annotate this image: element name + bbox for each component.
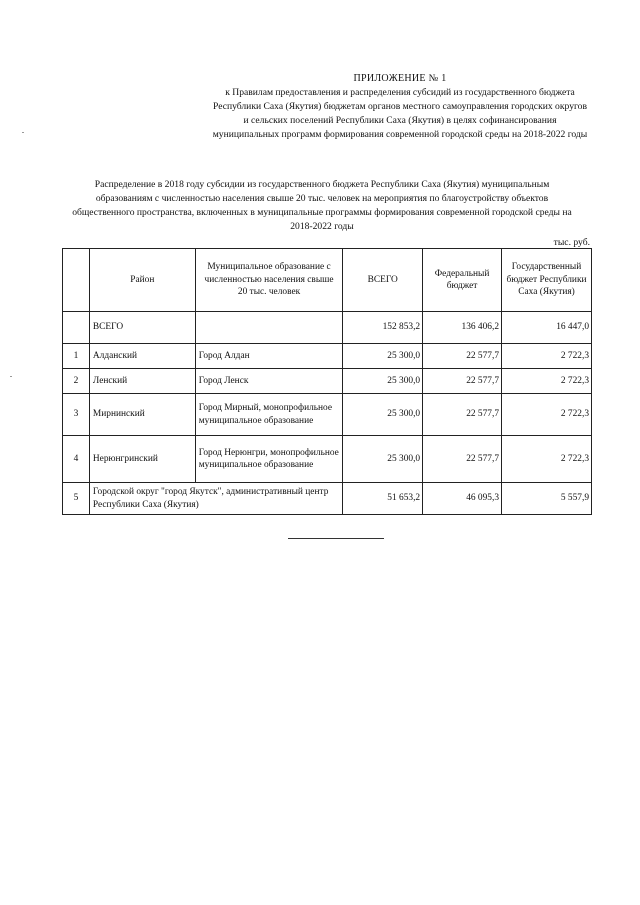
row-district: Ленский bbox=[89, 369, 195, 394]
row-total: 25 300,0 bbox=[343, 394, 423, 436]
row-num: 3 bbox=[63, 394, 90, 436]
header-district: Район bbox=[89, 249, 195, 312]
row-state: 2 722,3 bbox=[502, 436, 592, 483]
total-num-cell bbox=[63, 312, 90, 344]
row-state: 5 557,9 bbox=[502, 483, 592, 515]
row-municipality: Город Алдан bbox=[195, 344, 343, 369]
scan-speck bbox=[10, 376, 12, 377]
header-num bbox=[63, 249, 90, 312]
row-municipality: Город Мирный, монопрофильное муниципальное образование bbox=[195, 394, 343, 436]
appendix-line-1: к Правилам предоставления и распределения субсидий из государственного бюджета bbox=[225, 87, 575, 98]
row-municipality-merged: Городской округ "город Якутск", административный центр Республики Саха (Якутия) bbox=[89, 483, 342, 515]
row-total: 51 653,2 bbox=[343, 483, 423, 515]
table-header-row bbox=[63, 249, 592, 312]
total-federal: 136 406,2 bbox=[423, 312, 502, 344]
appendix-block bbox=[190, 72, 610, 142]
header-total: ВСЕГО bbox=[343, 249, 423, 312]
row-total: 25 300,0 bbox=[343, 344, 423, 369]
row-num: 4 bbox=[63, 436, 90, 483]
table-row-yakutsk bbox=[63, 483, 592, 515]
header-municipality: Муниципальное образование с численностью населения свыше 20 тыс. человек bbox=[195, 249, 343, 312]
appendix-title: ПРИЛОЖЕНИЕ № 1 bbox=[353, 73, 447, 84]
row-federal: 22 577,7 bbox=[423, 436, 502, 483]
row-total: 25 300,0 bbox=[343, 436, 423, 483]
row-district: Алданский bbox=[89, 344, 195, 369]
heading-line-3: общественного пространства, включенных в муниципальные программы формирования современной городской среды на bbox=[72, 207, 572, 218]
subsidy-table bbox=[62, 248, 592, 515]
units-label: тыс. руб. bbox=[553, 237, 590, 248]
appendix-line-4: муниципальных программ формирования современной городской среды на 2018-2022 годы bbox=[212, 129, 588, 140]
row-state: 2 722,3 bbox=[502, 369, 592, 394]
scan-speck bbox=[22, 132, 24, 133]
table-row bbox=[63, 394, 592, 436]
row-num: 5 bbox=[63, 483, 90, 515]
total-state: 16 447,0 bbox=[502, 312, 592, 344]
table-row bbox=[63, 344, 592, 369]
row-federal: 46 095,3 bbox=[423, 483, 502, 515]
row-total: 25 300,0 bbox=[343, 369, 423, 394]
row-district: Нерюнгринский bbox=[89, 436, 195, 483]
row-federal: 22 577,7 bbox=[423, 344, 502, 369]
heading-line-2: образованиям с численностью населения свыше 20 тыс. человек на мероприятия по благоустройству объектов bbox=[95, 193, 549, 204]
table-row bbox=[63, 369, 592, 394]
header-state: Государственный бюджет Республики Саха (Якутия) bbox=[502, 249, 592, 312]
heading-line-1: Распределение в 2018 году субсидии из государственного бюджета Республики Саха (Якутия) муниципальным bbox=[94, 179, 550, 190]
row-federal: 22 577,7 bbox=[423, 394, 502, 436]
header-federal: Федеральный бюджет bbox=[423, 249, 502, 312]
table-row bbox=[63, 436, 592, 483]
closing-separator-line bbox=[288, 538, 384, 539]
appendix-line-2: Республики Саха (Якутия) бюджетам органов местного самоуправления городских округов bbox=[212, 101, 588, 112]
appendix-line-3: и сельских поселений Республики Саха (Якутия) в целях софинансирования bbox=[243, 115, 557, 126]
row-state: 2 722,3 bbox=[502, 344, 592, 369]
total-municipality-cell bbox=[195, 312, 343, 344]
row-municipality: Город Нерюнгри, монопрофильное муниципальное образование bbox=[195, 436, 343, 483]
total-sum: 152 853,2 bbox=[343, 312, 423, 344]
table-total-row bbox=[63, 312, 592, 344]
row-municipality: Город Ленск bbox=[195, 369, 343, 394]
document-heading bbox=[62, 178, 582, 234]
row-district: Мирнинский bbox=[89, 394, 195, 436]
total-label: ВСЕГО bbox=[89, 312, 195, 344]
row-state: 2 722,3 bbox=[502, 394, 592, 436]
row-federal: 22 577,7 bbox=[423, 369, 502, 394]
row-num: 1 bbox=[63, 344, 90, 369]
heading-line-4: 2018-2022 годы bbox=[290, 221, 354, 232]
row-num: 2 bbox=[63, 369, 90, 394]
